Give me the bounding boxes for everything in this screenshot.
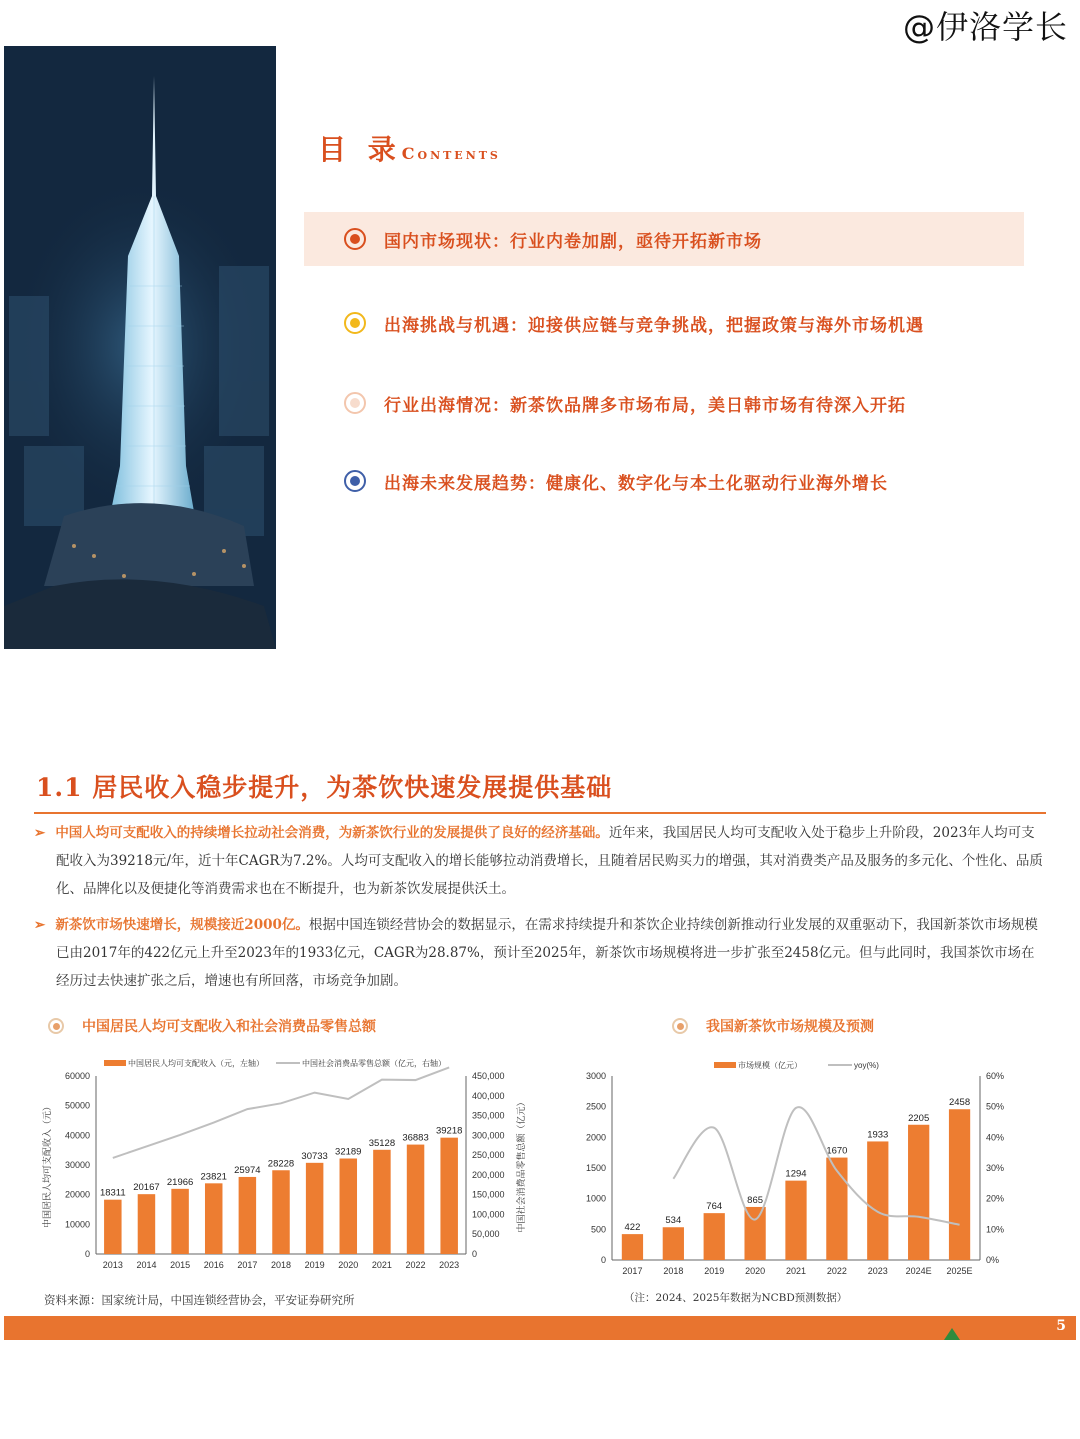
y-right-tick-label: 400,000	[472, 1090, 505, 1101]
toc-title-cn: 目 录	[318, 133, 402, 166]
bar-2015	[171, 1189, 188, 1254]
bar-2022	[407, 1145, 424, 1254]
x-tick-label: 2016	[203, 1260, 224, 1270]
x-tick-label: 2021	[785, 1266, 807, 1276]
y-tick-label: 1500	[585, 1163, 606, 1173]
y-right-tick-label: 20%	[986, 1193, 1005, 1204]
bar-2022	[826, 1158, 847, 1260]
bullet-icon	[344, 312, 366, 334]
bar-2017	[622, 1234, 643, 1260]
circle-bullet-icon	[672, 1018, 688, 1034]
x-tick-label: 2019	[304, 1260, 325, 1270]
arrow-icon: ➢	[34, 825, 46, 841]
bar-2025E	[949, 1109, 970, 1260]
y-right-tick-label: 100,000	[472, 1209, 505, 1220]
y-right-tick-label: 50%	[986, 1101, 1005, 1112]
y-tick-label: 1000	[585, 1193, 606, 1204]
watermark: @伊洛学长	[902, 8, 1068, 46]
data-label: 25974	[234, 1164, 261, 1176]
y-tick-label: 10000	[64, 1219, 90, 1230]
paragraph-1	[34, 819, 1044, 903]
y-right-tick-label: 450,000	[472, 1071, 505, 1081]
x-tick-label: 2017	[237, 1260, 258, 1270]
chart-title-tea-market	[672, 1016, 874, 1036]
y-axis-title: 中国居民人均可支配收入（元）	[43, 1101, 53, 1229]
section-title: 1.1 居民收入稳步提升，为茶饮快速发展提供基础	[36, 773, 613, 802]
y-right-tick-label: 60%	[986, 1071, 1005, 1081]
toc-item-label: 行业出海情况：新茶饮品牌多市场布局，美日韩市场有待深入开拓	[384, 395, 906, 416]
data-label: 28228	[267, 1158, 295, 1170]
bar-2021	[373, 1150, 390, 1254]
bar-2023	[867, 1141, 888, 1260]
y-right-tick-label: 50,000	[472, 1229, 500, 1240]
x-tick-label: 2024E	[905, 1266, 932, 1276]
paragraph-text: 根据中国连锁经营协会的数据显示，在需求持续提升和茶饮企业持续创新推动行业发展的双重驱动下，我国新茶饮市场规模已由2017年的422亿元上升至2023年的1933亿元，CAGR为28.87%，预计至2025年，新茶饮市场规模将进一步扩张至2458亿元。但与此同时，我国茶饮市场在经历过去快速扩张之后，增速也有所回落，市场竞争加剧。	[56, 917, 1038, 989]
x-tick-label: 2014	[136, 1260, 157, 1270]
y-right-tick-label: 150,000	[472, 1189, 505, 1200]
y-right-tick-label: 10%	[986, 1224, 1005, 1235]
x-tick-label: 2020	[338, 1260, 359, 1270]
data-label: 2458	[948, 1097, 971, 1109]
page-number: 5	[1056, 1318, 1066, 1334]
data-label: 18311	[99, 1187, 126, 1199]
data-label: 32189	[335, 1146, 362, 1158]
series-line	[113, 1067, 449, 1157]
x-tick-label: 2025E	[946, 1266, 973, 1276]
skyscraper-photo	[4, 46, 276, 649]
section-divider	[34, 812, 1046, 814]
bar-2016	[205, 1183, 222, 1254]
data-label: 35128	[368, 1137, 396, 1149]
y-tick-label: 40000	[64, 1130, 90, 1141]
x-tick-label: 2023	[439, 1260, 460, 1270]
data-label: 20167	[133, 1182, 160, 1194]
bar-2018	[663, 1227, 684, 1260]
chart-title-text: 我国新茶饮市场规模及预测	[706, 1019, 874, 1035]
x-tick-label: 2022	[405, 1260, 426, 1270]
data-label: 764	[706, 1201, 723, 1213]
toc-title	[318, 128, 501, 168]
bar-2021	[785, 1181, 806, 1260]
data-label: 39218	[435, 1125, 463, 1137]
x-tick-label: 2017	[622, 1266, 643, 1276]
paragraph-highlight: 中国人均可支配收入的持续增长拉动社会消费，为新茶饮行业的发展提供了良好的经济基础。	[55, 825, 609, 841]
x-tick-label: 2019	[704, 1266, 725, 1276]
bar-2019	[306, 1163, 323, 1254]
bullet-icon	[344, 228, 366, 250]
x-tick-label: 2021	[371, 1260, 392, 1270]
data-label: 21966	[166, 1176, 194, 1188]
chart-title-income	[48, 1016, 376, 1036]
y-tick-label: 2000	[585, 1132, 606, 1143]
bullet-icon	[344, 392, 366, 414]
x-tick-label: 2022	[826, 1266, 847, 1276]
bar-2014	[138, 1194, 155, 1254]
data-label: 865	[747, 1194, 764, 1206]
bar-2024E	[908, 1125, 929, 1260]
y-right-tick-label: 0	[472, 1249, 478, 1259]
bar-2020	[340, 1159, 357, 1254]
toc-item-label: 出海未来发展趋势：健康化、数字化与本土化驱动行业海外增长	[384, 473, 888, 494]
legend-bar-swatch	[104, 1060, 126, 1066]
x-tick-label: 2020	[745, 1266, 766, 1276]
source-note: 资料来源：国家统计局，中国连锁经营协会，平安证券研究所	[44, 1293, 355, 1307]
bar-2019	[704, 1213, 725, 1260]
paragraph-2	[34, 911, 1044, 995]
y-right-tick-label: 350,000	[472, 1110, 505, 1121]
y-right-axis-title: 中国社会消费品零售总额（亿元）	[517, 1097, 527, 1233]
data-label: 30733	[301, 1150, 328, 1162]
bar-2013	[104, 1200, 121, 1254]
footer-bar	[4, 1316, 1076, 1340]
paragraph-highlight: 新茶饮市场快速增长，规模接近2000亿。	[55, 917, 309, 933]
toc-item-label: 出海挑战与机遇：迎接供应链与竞争挑战，把握政策与海外市场机遇	[384, 315, 924, 336]
data-label: 1294	[785, 1168, 807, 1180]
logo-icon	[944, 1328, 960, 1340]
x-tick-label: 2023	[867, 1266, 888, 1276]
bar-2018	[272, 1170, 289, 1254]
data-label: 422	[624, 1222, 641, 1234]
x-tick-label: 2015	[170, 1260, 191, 1270]
income-chart	[40, 1052, 540, 1277]
bar-2017	[239, 1177, 256, 1254]
y-tick-label: 3000	[585, 1071, 606, 1081]
y-tick-label: 50000	[64, 1100, 90, 1111]
forecast-note: （注：2024、2025年数据为NCBD预测数据）	[624, 1292, 848, 1304]
data-label: 1933	[867, 1129, 889, 1141]
chart-title-text: 中国居民人均可支配收入和社会消费品零售总额	[82, 1019, 376, 1035]
y-tick-label: 500	[590, 1224, 606, 1235]
x-tick-label: 2013	[102, 1260, 123, 1270]
legend-bar-swatch	[714, 1062, 736, 1068]
legend-label-bar: 中国居民人均可支配收入（元，左轴）	[128, 1059, 264, 1068]
y-right-tick-label: 300,000	[472, 1130, 505, 1141]
data-label: 23821	[200, 1171, 227, 1183]
y-tick-label: 0	[84, 1249, 90, 1259]
toc-item-label: 国内市场现状：行业内卷加剧，亟待开拓新市场	[384, 231, 762, 252]
toc-item-4[interactable]	[304, 454, 1024, 508]
legend-label-bar: 市场规模（亿元）	[738, 1061, 802, 1070]
tea-market-chart	[560, 1052, 1050, 1284]
arrow-icon: ➢	[34, 917, 46, 933]
toc-item-1[interactable]	[304, 212, 1024, 266]
y-right-tick-label: 250,000	[472, 1150, 505, 1161]
circle-bullet-icon	[48, 1018, 64, 1034]
legend-label-line: yoy(%)	[854, 1061, 879, 1070]
y-right-tick-label: 200,000	[472, 1169, 505, 1180]
legend-label-line: 中国社会消费品零售总额（亿元，右轴）	[302, 1059, 446, 1068]
paragraph-text: 近年来，我国居民人均可支配收入处于稳步上升阶段，2023年人均可支配收入为39218元/年，近十年CAGR为7.2%。人均可支配收入的增长能够拉动消费增长，且随着居民购买力的增强，其对消费类产品及服务的多元化、个性化、品质化、品牌化以及便捷化等消费需求也在不断提升，也为新茶饮发展提供沃土。	[56, 825, 1043, 897]
toc-item-2[interactable]	[304, 296, 1024, 350]
data-label: 36883	[402, 1132, 429, 1144]
y-tick-label: 20000	[64, 1189, 90, 1200]
y-right-tick-label: 40%	[986, 1132, 1005, 1143]
y-tick-label: 60000	[64, 1071, 90, 1081]
y-tick-label: 0	[600, 1255, 606, 1265]
toc-title-en: Contents	[401, 144, 501, 163]
y-right-tick-label: 0%	[986, 1255, 1000, 1265]
x-tick-label: 2018	[270, 1260, 292, 1270]
x-tick-label: 2018	[663, 1266, 684, 1276]
bullet-icon	[344, 470, 366, 492]
data-label: 1670	[826, 1145, 848, 1157]
bar-2023	[440, 1138, 457, 1254]
data-label: 2205	[908, 1112, 930, 1124]
y-right-tick-label: 30%	[986, 1163, 1005, 1173]
data-label: 534	[665, 1215, 682, 1227]
y-tick-label: 30000	[64, 1160, 90, 1170]
toc-item-3[interactable]	[304, 376, 1024, 430]
y-tick-label: 2500	[585, 1101, 606, 1112]
